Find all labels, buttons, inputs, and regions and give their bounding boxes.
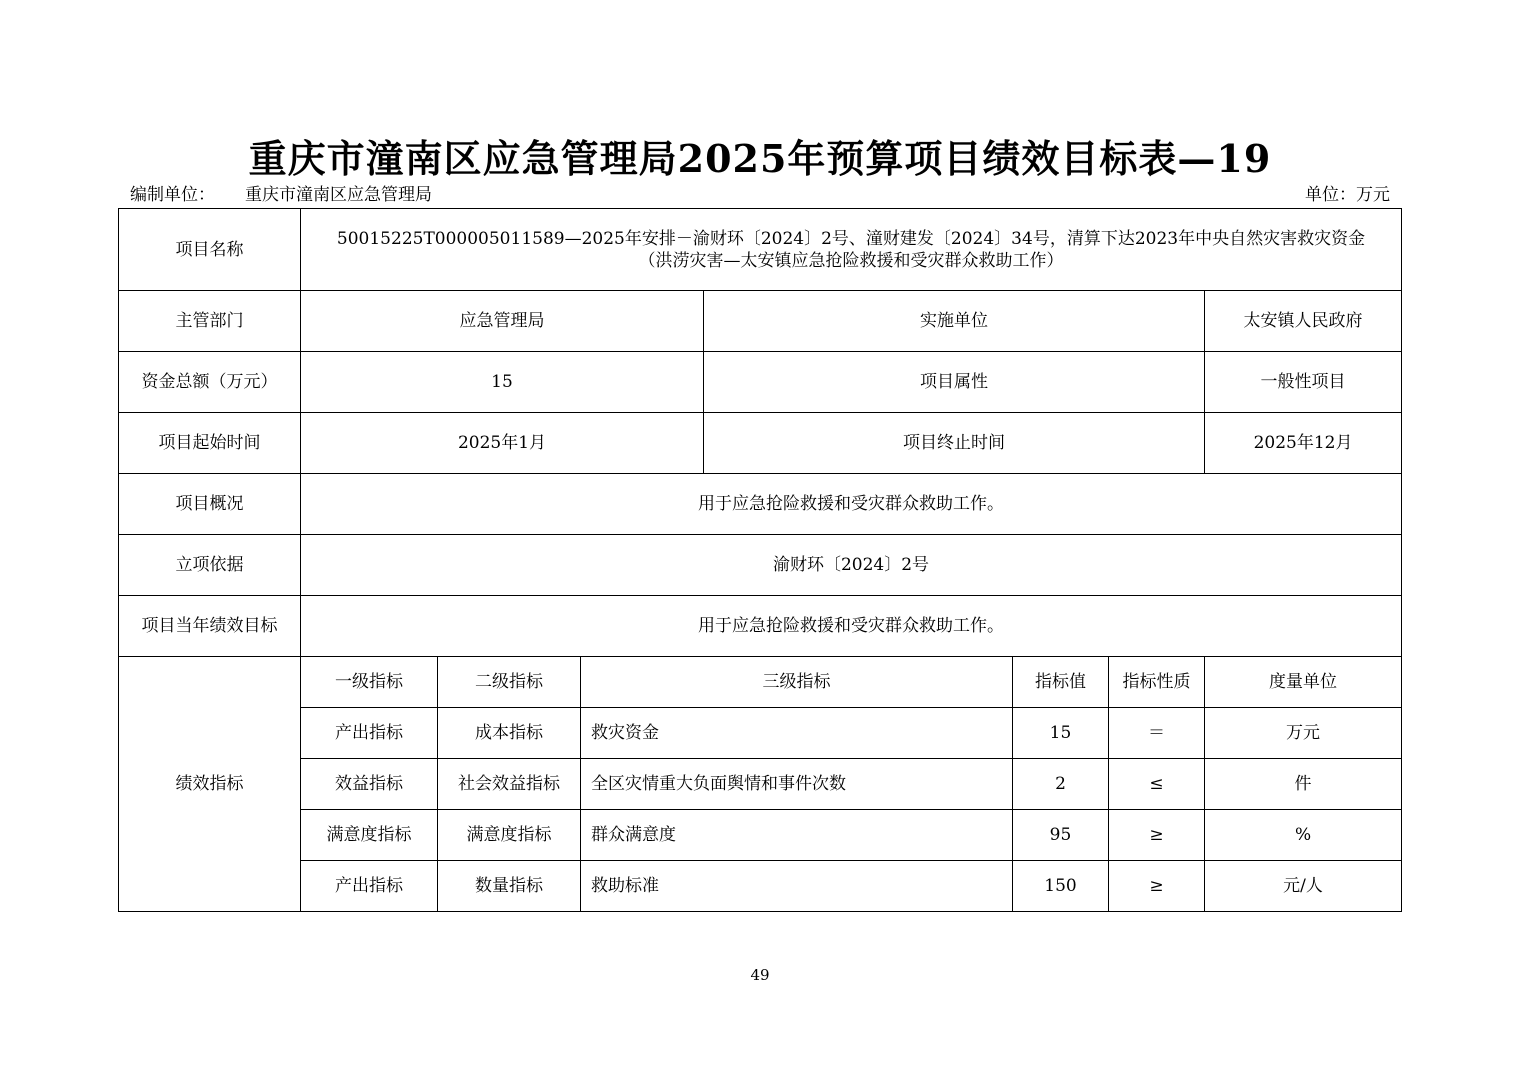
start-label: 项目起始时间 [119,413,301,474]
dept-value: 应急管理局 [301,291,704,352]
indicator-header-row [119,657,1402,708]
impl-value: 太安镇人民政府 [1205,291,1402,352]
indicator-row [119,759,1402,810]
indicator-level2: 成本指标 [438,708,581,759]
indicator-unit: % [1205,810,1402,861]
row-project-name [119,209,1402,291]
end-value: 2025年12月 [1205,413,1402,474]
impl-label: 实施单位 [704,291,1205,352]
project-name-line1: 50015225T000005011589—2025年安排－渝财环〔2024〕2号、潼财建发〔2024〕34号，清算下达2023年中央自然灾害救灾资金 [336,228,1366,249]
indicator-unit: 万元 [1205,708,1402,759]
header-level2: 二级指标 [438,657,581,708]
indicator-nature: ≥ [1109,861,1205,912]
indicator-level2: 满意度指标 [438,810,581,861]
indicator-level1: 满意度指标 [301,810,438,861]
indicator-level1: 效益指标 [301,759,438,810]
header-level3: 三级指标 [581,657,1013,708]
org-value: 重庆市潼南区应急管理局 [245,185,432,205]
indicator-nature: ≤ [1109,759,1205,810]
header-nature: 指标性质 [1109,657,1205,708]
indicator-row [119,810,1402,861]
start-value: 2025年1月 [301,413,704,474]
dept-label: 主管部门 [119,291,301,352]
header-unit: 度量单位 [1205,657,1402,708]
indicator-level2: 社会效益指标 [438,759,581,810]
indicator-level3: 救灾资金 [581,708,1013,759]
indicator-unit: 元/人 [1205,861,1402,912]
page-number: 49 [750,966,770,984]
indicator-level1: 产出指标 [301,708,438,759]
org-info [130,184,432,206]
page-title: 重庆市潼南区应急管理局2025年预算项目绩效目标表—19 [248,136,1272,181]
funds-label: 资金总额（万元） [119,352,301,413]
indicator-nature: ＝ [1109,708,1205,759]
indicator-level3: 全区灾情重大负面舆情和事件次数 [581,759,1013,810]
header-value: 指标值 [1013,657,1109,708]
basis-value: 渝财环〔2024〕2号 [301,535,1402,596]
goal-label: 项目当年绩效目标 [119,596,301,657]
indicator-nature: ≥ [1109,810,1205,861]
indicator-level2: 数量指标 [438,861,581,912]
overview-label: 项目概况 [119,474,301,535]
funds-value: 15 [301,352,704,413]
indicator-value: 95 [1013,810,1109,861]
row-overview [119,474,1402,535]
header-level1: 一级指标 [301,657,438,708]
row-department [119,291,1402,352]
row-dates [119,413,1402,474]
end-label: 项目终止时间 [704,413,1205,474]
project-name-label: 项目名称 [119,209,301,291]
indicator-section-label: 绩效指标 [119,657,301,912]
project-name-line2: （洪涝灾害—太安镇应急抢险救援和受灾群众救助工作） [638,250,1064,271]
project-name-value [301,209,1402,291]
indicator-value: 15 [1013,708,1109,759]
performance-target-table [118,208,1402,912]
overview-value: 用于应急抢险救援和受灾群众救助工作。 [301,474,1402,535]
unit-info: 单位：万元 [1305,185,1390,205]
row-goal [119,596,1402,657]
indicator-row [119,861,1402,912]
indicator-row [119,708,1402,759]
indicator-level3: 救助标准 [581,861,1013,912]
row-funds [119,352,1402,413]
basis-label: 立项依据 [119,535,301,596]
indicator-value: 2 [1013,759,1109,810]
row-basis [119,535,1402,596]
attr-value: 一般性项目 [1205,352,1402,413]
org-label: 编制单位： [130,185,215,205]
indicator-level1: 产出指标 [301,861,438,912]
attr-label: 项目属性 [704,352,1205,413]
indicator-level3: 群众满意度 [581,810,1013,861]
goal-value: 用于应急抢险救援和受灾群众救助工作。 [301,596,1402,657]
indicator-value: 150 [1013,861,1109,912]
indicator-unit: 件 [1205,759,1402,810]
